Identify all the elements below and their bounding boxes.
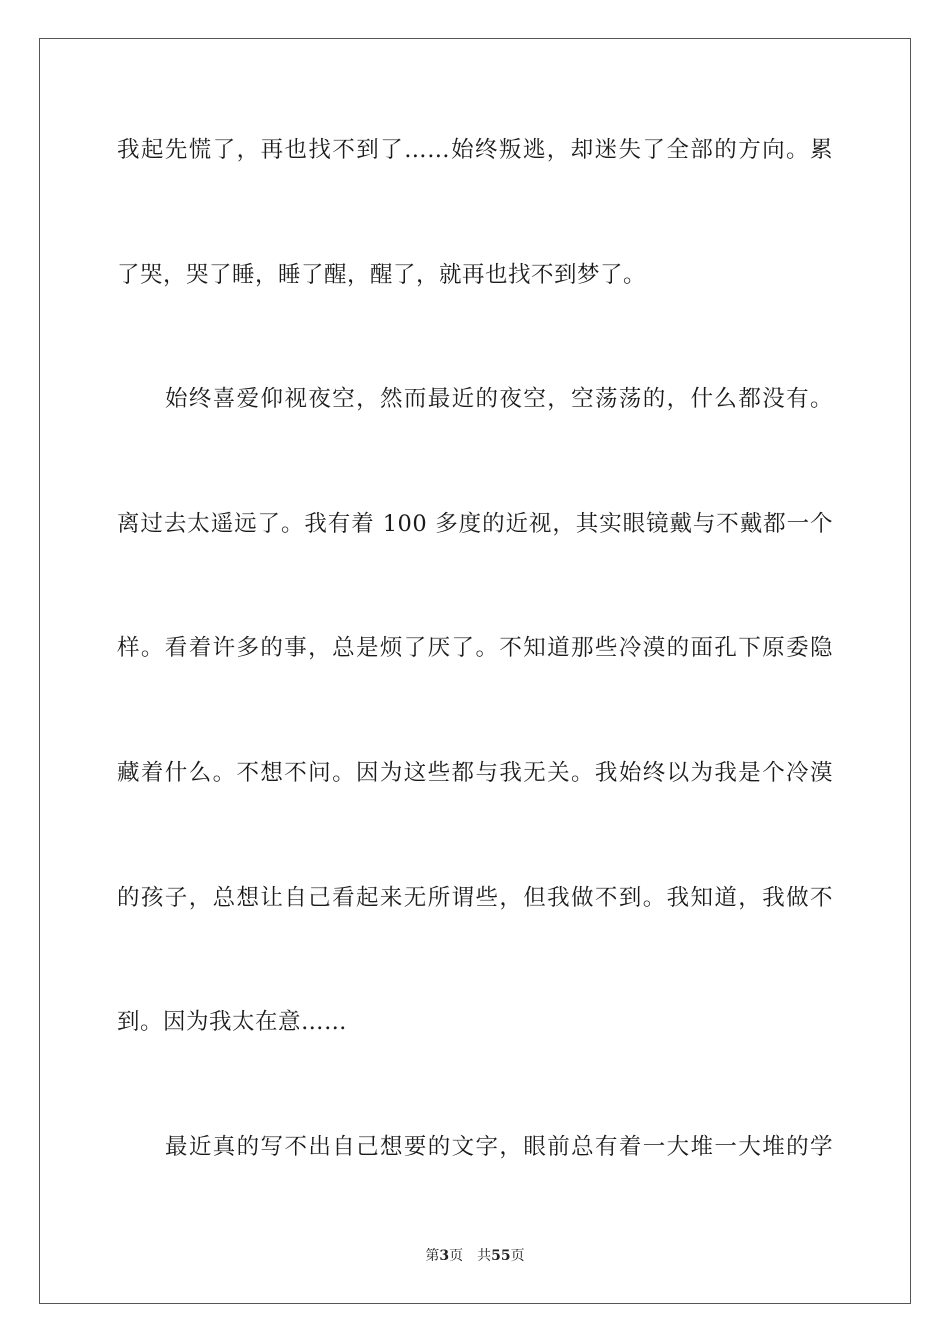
total-pages: 55 (491, 1248, 511, 1264)
page-footer (0, 1246, 950, 1266)
paragraph-line: 我起先慌了，再也找不到了……始终叛逃，却迷失了全部的方向。累 (117, 137, 833, 163)
paragraph-line: 离过去太遥远了。我有着 100 多度的近视，其实眼镜戴与不戴都一个 (117, 511, 833, 537)
paragraph-line: 最近真的写不出自己想要的文字，眼前总有着一大堆一大堆的学 (165, 1134, 833, 1160)
total-suffix: 页 (510, 1248, 525, 1264)
paragraph-line: 样。看着许多的事，总是烦了厌了。不知道那些冷漠的面孔下原委隐 (117, 635, 833, 661)
paragraph-line: 到。因为我太在意…… (117, 1009, 348, 1035)
paragraph-line: 始终喜爱仰视夜空，然而最近的夜空，空荡荡的，什么都没有。 (165, 386, 833, 412)
paragraph-line: 的孩子，总想让自己看起来无所谓些，但我做不到。我知道，我做不 (117, 885, 833, 911)
paragraph-line: 了哭，哭了睡，睡了醒，醒了，就再也找不到梦了。 (117, 262, 647, 288)
paragraph-line: 藏着什么。不想不问。因为这些都与我无关。我始终以为我是个冷漠 (117, 760, 833, 786)
page-suffix: 页 (449, 1248, 464, 1264)
page-border (39, 38, 911, 1304)
page-number: 3 (439, 1248, 450, 1264)
total-prefix: 共 (477, 1248, 492, 1264)
page-prefix: 第 (425, 1248, 440, 1264)
